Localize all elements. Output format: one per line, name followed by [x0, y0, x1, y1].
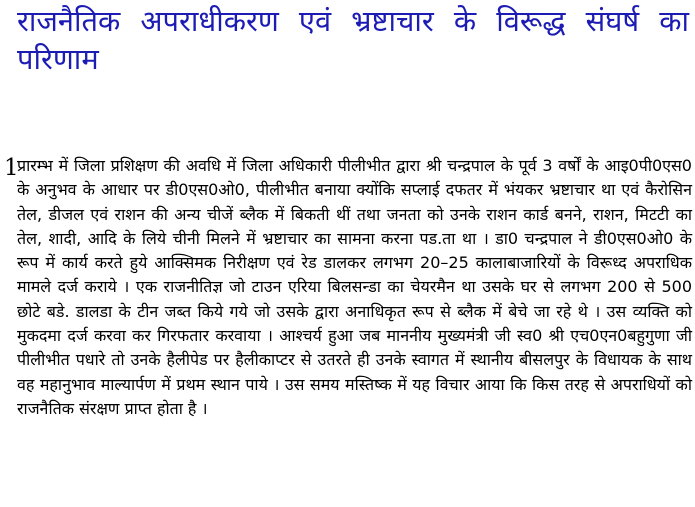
page-title: राजनैतिक अपराधीकरण एवं भ्रष्टाचार के विरूद्ध संघर्ष का परिणाम	[17, 4, 689, 76]
paragraph-number: 1	[4, 155, 19, 181]
paragraph-text: प्रारम्भ में जिला प्रशिक्षण की अवधि में जिला अधिकारी पीलीभीत द्वारा श्री चन्द्रपाल के पूर्व 3 वर्षों के आइ0पी0एस0 के अनुभव के आधार पर डी0एस0ओ0, पीलीभीत बनाया क्योंकि सप्लाई दफतर में भंयकर भ्रष्टाचार था एवं कैरोसिन तेल, डीजल एवं राशन की अन्य चीजें ब्लैक में बिकती थीं तथा जनता को उनके राशन कार्ड बनने, राशन, मिटटी का तेल, शादी, आदि के लिये चीनी मिलने में भ्रष्टाचार का सामना करना पड.ता था । डा0 चन्द्रपाल ने डी0एस0ओ0 के रूप में कार्य करते हुये आक्सिमक निरीक्षण एवं रेड डालकर लगभग 20–25 कालाबाजारियों के विरूध्द अपराधिक मामले दर्ज कराये । एक राजनीतिज्ञ जो टाउन एरिया बिलसन्डा का चेयरमैन था उसके घर से लगभग 200 से 500 छोटे बडे. डालडा के टीन जब्त किये गये जो उसके द्वारा अनाधिकृत रूप से ब्लैक में बेचे जा रहे थे । उस व्यक्ति को मुकदमा दर्ज करवा कर गिरफतार करवाया । आश्चर्य हुआ जब माननीय मुख्यमंत्री जी स्व0 श्री एच0एन0बहुगुणा जी पीलीभीत पधारे तो उनके हैलीपेड पर हैलीकाप्टर से उतरते ही उनके स्वागत में स्थानीय बीसलपुर के विधायक के साथ वह महानुभाव माल्यार्पण में प्रथम स्थान पाये । उस समय मस्तिष्क में यह विचार आया कि किस तरह से अपराधियों को राजनैतिक संरक्षण प्राप्त होता है ।	[17, 156, 692, 418]
